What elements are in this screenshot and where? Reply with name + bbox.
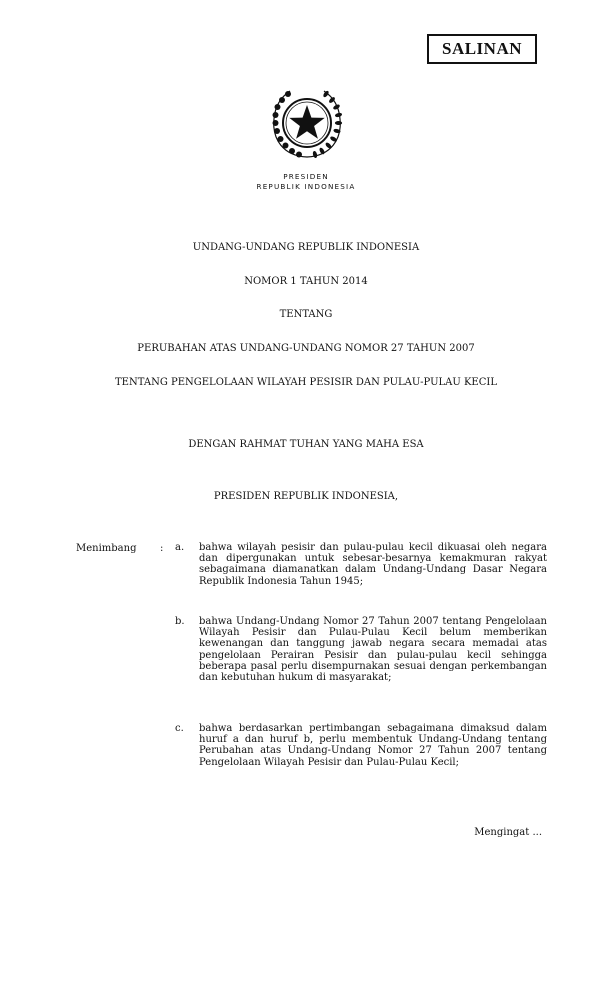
salinan-stamp: SALINAN: [427, 34, 537, 64]
item-letter: a.: [175, 542, 185, 553]
law-subject-line2: TENTANG PENGELOLAAN WILAYAH PESISIR DAN PULAU-PULAU KECIL: [115, 377, 497, 388]
invocation: DENGAN RAHMAT TUHAN YANG MAHA ESA: [188, 439, 424, 450]
item-text: bahwa wilayah pesisir dan pulau-pulau kecil dikuasai oleh negara dan dipergunakan untuk sebesar-besarnya kemakmuran rakyat sebagaimana diamanatkan dalam Undang-Undang Dasar Negara Republik Indonesia Tahun 1945;: [199, 542, 547, 587]
item-letter: c.: [175, 723, 184, 734]
law-tentang: TENTANG: [279, 309, 333, 320]
president-line: PRESIDEN REPUBLIK INDONESIA,: [213, 491, 399, 502]
header-republik-indonesia: REPUBLIK INDONESIA: [256, 182, 356, 191]
item-text: bahwa berdasarkan pertimbangan sebagaimana dimaksud dalam huruf a dan huruf b, perlu membentuk Undang-Undang tentang Perubahan atas Undang-Undang Nomor 27 Tahun 2007 tentang Pengelolaan Wilayah Pesisir dan Pulau-Pulau Kecil;: [199, 723, 547, 768]
item-text: bahwa Undang-Undang Nomor 27 Tahun 2007 tentang Pengelolaan Wilayah Pesisir dan Pulau-Pulau Kecil belum memberikan kewenangan dan tanggung jawab negara secara memadai atas pengelolaan Perairan Pesisir dan pulau-pulau kecil sehingga beberapa pasal perlu disempurnakan sesuai dengan perkembangan dan kebutuhan hukum di masyarakat;: [199, 616, 547, 684]
continuation-marker: Mengingat ...: [474, 827, 542, 838]
law-subject-line1: PERUBAHAN ATAS UNDANG-UNDANG NOMOR 27 TAHUN 2007: [137, 343, 475, 354]
menimbang-colon: :: [160, 543, 164, 554]
garuda-emblem-icon: [268, 84, 346, 162]
law-number: NOMOR 1 TAHUN 2014: [244, 276, 368, 287]
header-presiden: PRESIDEN: [283, 172, 329, 181]
menimbang-item: [175, 542, 547, 587]
law-title: UNDANG-UNDANG REPUBLIK INDONESIA: [192, 242, 420, 253]
menimbang-label: Menimbang: [76, 543, 137, 554]
menimbang-item: [175, 723, 547, 768]
menimbang-item: [175, 616, 547, 683]
item-letter: b.: [175, 616, 185, 627]
